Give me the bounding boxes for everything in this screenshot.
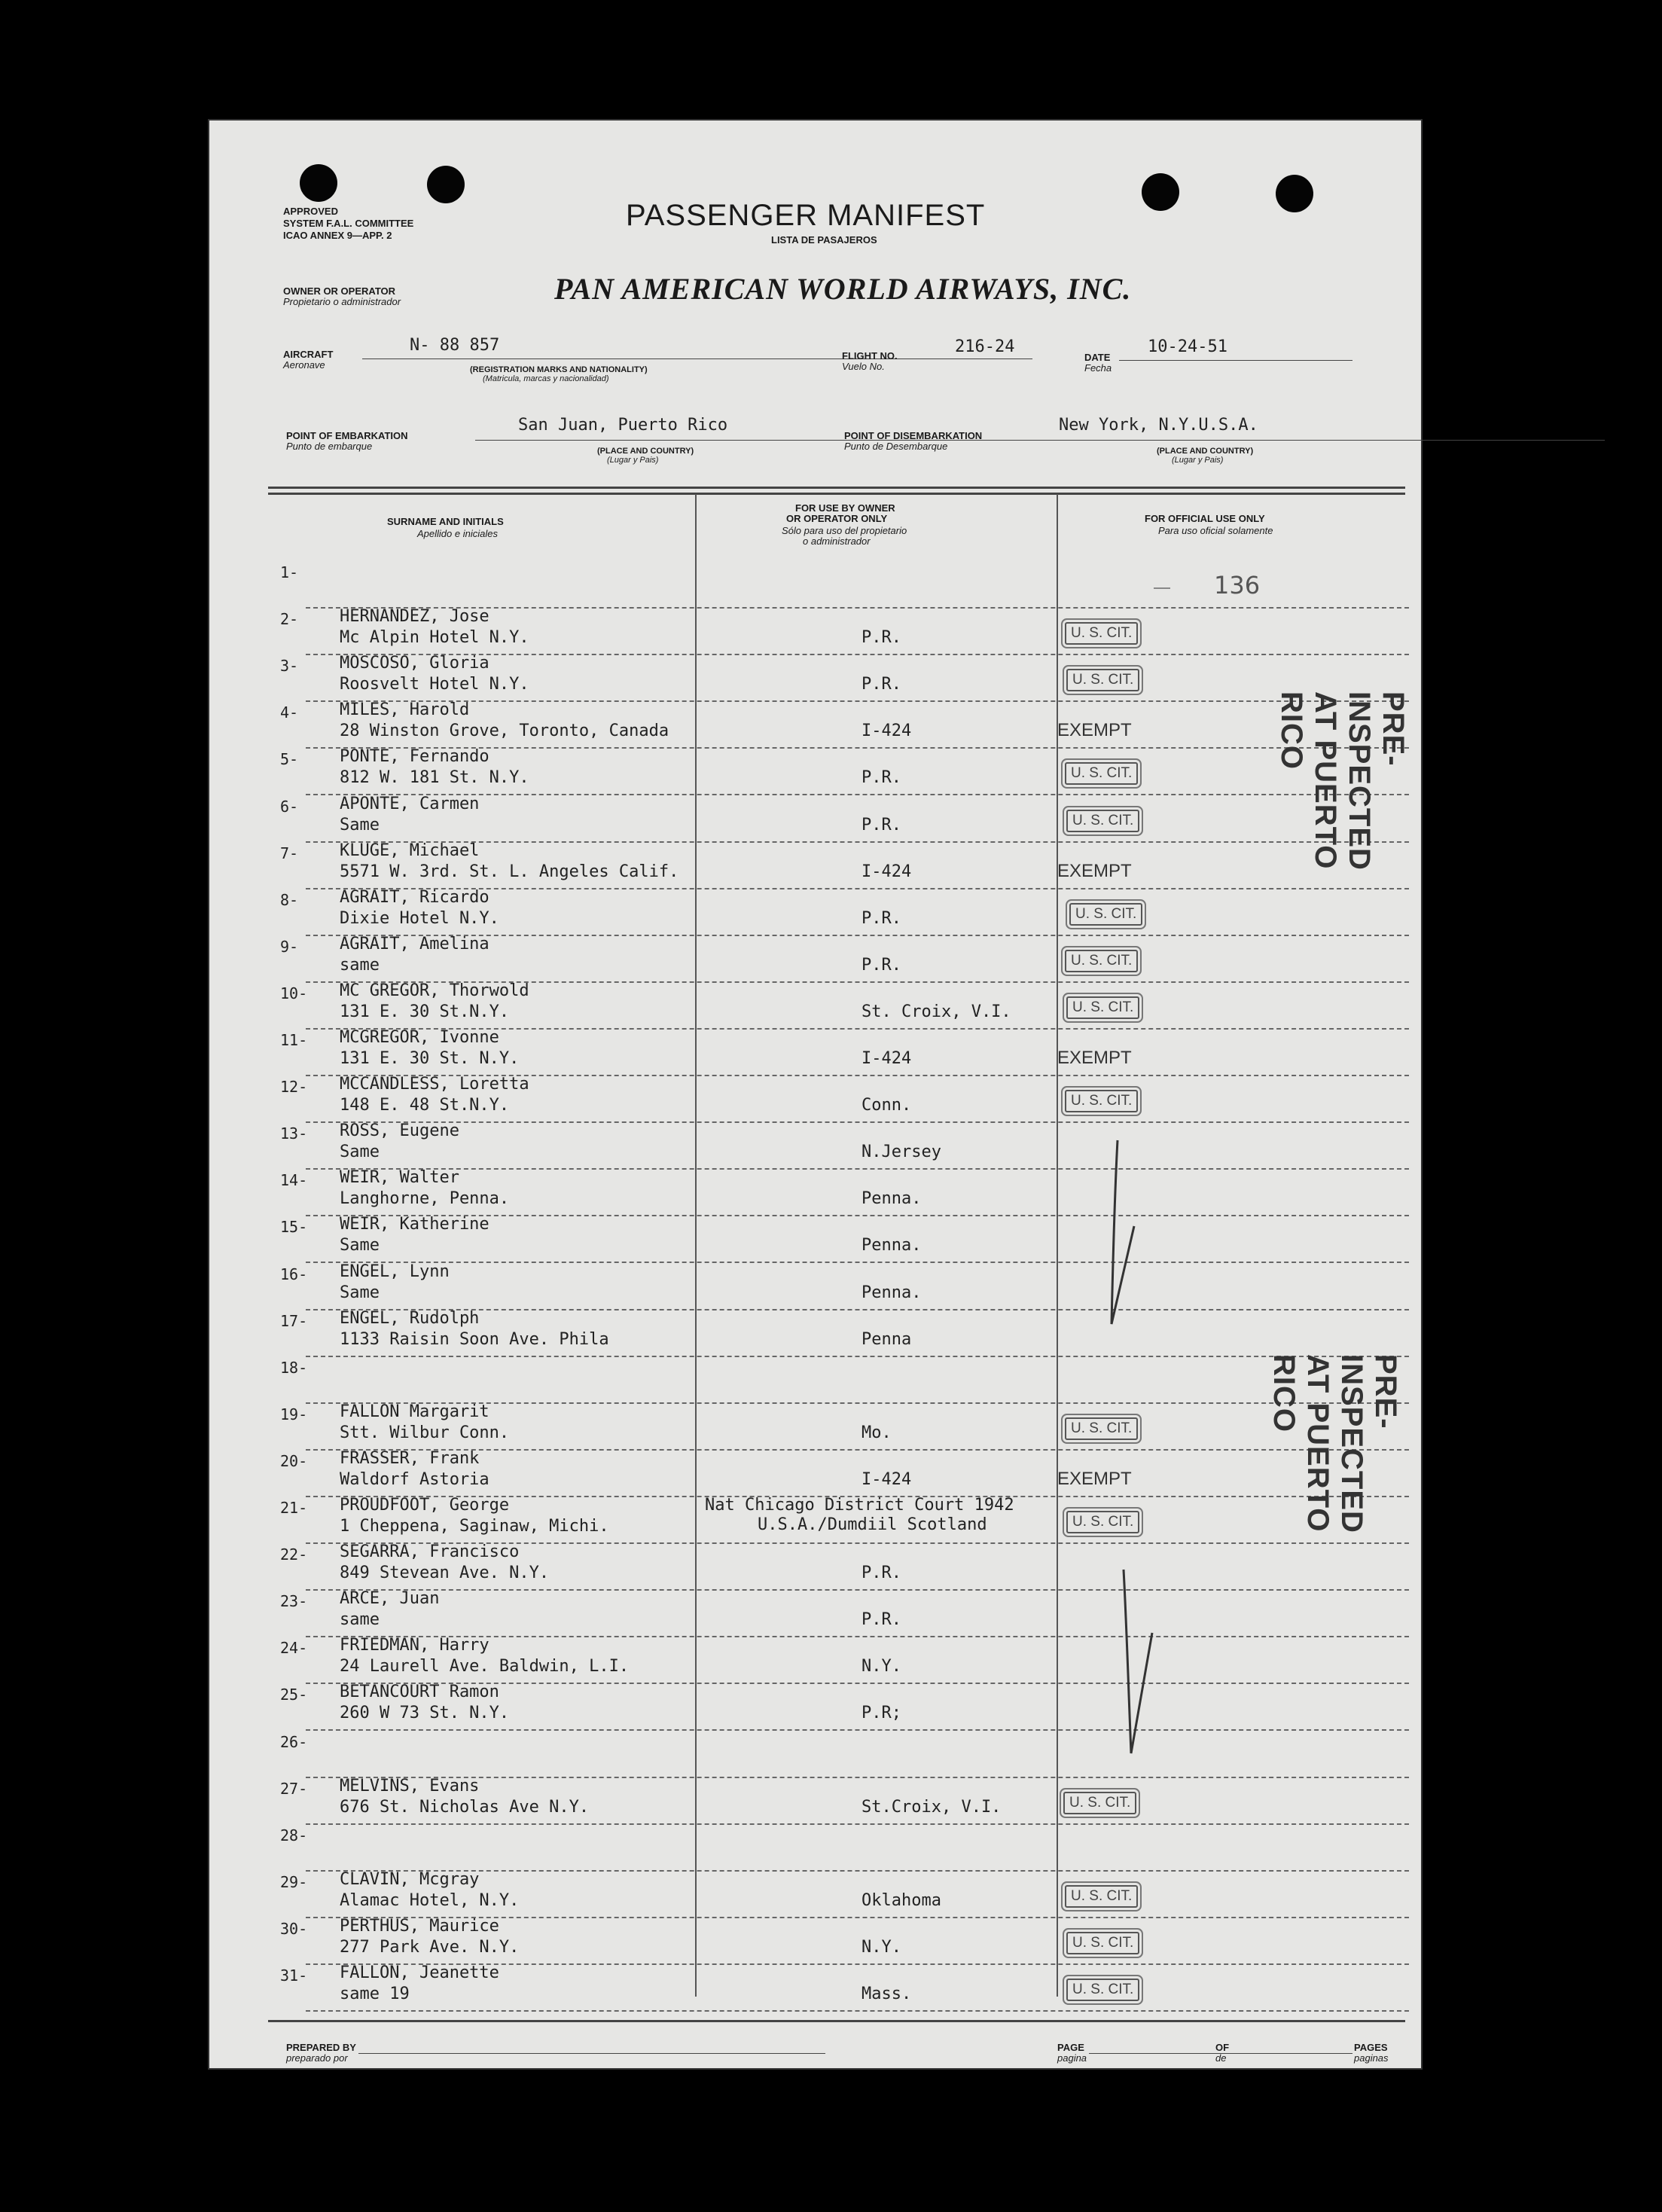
column-divider <box>695 494 697 1997</box>
operator-note: Penna. <box>861 1283 922 1302</box>
passenger-address: Roosvelt Hotel N.Y. <box>340 675 529 694</box>
registration-note: (REGISTRATION MARKS AND NATIONALITY) <box>470 365 648 374</box>
row-number: 25- <box>280 1686 308 1704</box>
row-number: 10- <box>280 984 308 1002</box>
passenger-name: ENGEL, Lynn <box>340 1262 450 1281</box>
row-number: 9- <box>280 937 299 956</box>
passenger-name: ARCE, Juan <box>340 1589 440 1609</box>
row-number: 7- <box>280 844 299 862</box>
exempt-mark: EXEMPT <box>1057 1048 1132 1068</box>
passenger-address: 5571 W. 3rd. St. L. Angeles Calif. <box>340 862 679 881</box>
row-separator <box>306 1823 1409 1825</box>
row-number: 17- <box>280 1311 308 1330</box>
us-citizen-stamp: U. S. CIT. <box>1066 996 1139 1019</box>
operator-note: P.R. <box>861 908 901 928</box>
passenger-address: 148 E. 48 St.N.Y. <box>340 1096 510 1115</box>
us-citizen-stamp: U. S. CIT. <box>1063 1792 1136 1814</box>
date-line <box>1119 360 1352 361</box>
footer-rule <box>268 2020 1405 2022</box>
us-citizen-stamp: U. S. CIT. <box>1065 1885 1138 1908</box>
operator-note: Oklahoma <box>861 1890 941 1910</box>
operator-note: I-424 <box>861 1469 912 1489</box>
embark-place-note-es: (Lugar y Pais) <box>607 456 659 465</box>
row-number: 20- <box>280 1451 308 1470</box>
operator-note: N.Jersey <box>861 1143 941 1162</box>
us-citizen-stamp: U. S. CIT. <box>1065 622 1138 645</box>
operator-note: I-424 <box>861 722 912 741</box>
embark-label-es: Punto de embarque <box>286 441 373 452</box>
operator-note: Mass. <box>861 1985 912 2003</box>
passenger-name: PROUDFOOT, George <box>340 1496 510 1515</box>
us-citizen-stamp: U. S. CIT. <box>1065 762 1138 785</box>
passenger-address: 812 W. 181 St. N.Y. <box>340 768 529 788</box>
us-citizen-stamp: U. S. CIT. <box>1066 1932 1139 1954</box>
check-mark <box>1119 1565 1164 1768</box>
passenger-address: 1133 Raisin Soon Ave. Phila <box>340 1329 609 1349</box>
passenger-name: AGRAIT, Amelina <box>340 934 489 953</box>
date-label: DATE <box>1084 352 1111 363</box>
passenger-name: FALLON Margarit <box>340 1402 489 1421</box>
passenger-name: WEIR, Walter <box>340 1168 459 1188</box>
row-number: 18- <box>280 1358 308 1377</box>
row-number: 6- <box>280 797 299 816</box>
passenger-name: SEGARRA, Francisco <box>340 1542 520 1562</box>
col-operator-head-es-2: o administrador <box>803 535 871 547</box>
col-name-head-es: Apellido e iniciales <box>417 528 498 539</box>
passenger-address: 277 Park Ave. N.Y. <box>340 1937 520 1957</box>
col-operator-head-es-1: Sólo para uso del propietario <box>782 525 907 536</box>
header-rule-top <box>268 487 1405 489</box>
passenger-name: AGRAIT, Ricardo <box>340 887 489 907</box>
aircraft-value: N- 88 857 <box>410 336 500 355</box>
punch-hole <box>427 166 465 203</box>
passenger-address: Same <box>340 1283 380 1302</box>
row-number: 22- <box>280 1545 308 1564</box>
us-citizen-stamp: U. S. CIT. <box>1069 903 1142 926</box>
row-separator <box>306 700 1409 702</box>
passenger-address: Dixie Hotel N.Y. <box>340 908 499 928</box>
passenger-name: FRASSER, Frank <box>340 1448 480 1468</box>
row-number: 2- <box>280 610 299 629</box>
approval-line-3: ICAO ANNEX 9—APP. 2 <box>283 230 392 241</box>
passenger-name: KLUGE, Michael <box>340 841 480 860</box>
operator-note: N.Y. <box>861 1657 901 1677</box>
page-line <box>1089 2053 1352 2054</box>
pre-inspected-stamp: PRE-INSPECTED AT PUERTO RICO <box>1275 691 1410 871</box>
prepared-label-es: preparado por <box>286 2052 348 2064</box>
check-mark <box>1096 1136 1142 1362</box>
passenger-name: ENGEL, Rudolph <box>340 1308 480 1328</box>
passenger-name: FALLON, Jeanette <box>340 1963 499 1982</box>
operator-note: P.R. <box>861 628 901 648</box>
exempt-mark: EXEMPT <box>1057 860 1132 881</box>
passenger-address: Mc Alpin Hotel N.Y. <box>340 628 529 648</box>
operator-note: I-424 <box>861 862 912 881</box>
passenger-address: same <box>340 955 380 975</box>
flight-label: FLIGHT NO. <box>842 350 898 362</box>
passenger-name: APONTE, Carmen <box>340 794 480 813</box>
page-subtitle: LISTA DE PASAJEROS <box>771 234 877 246</box>
operator-note: Conn. <box>861 1096 912 1115</box>
passenger-address: 28 Winston Grove, Toronto, Canada <box>340 722 669 741</box>
exempt-mark: EXEMPT <box>1057 720 1132 741</box>
operator-note: Penna. <box>861 1236 922 1256</box>
passenger-address: 1 Cheppena, Saginaw, Michi. <box>340 1517 609 1536</box>
flight-label-es: Vuelo No. <box>842 361 885 372</box>
passenger-name: MC GREGOR, Thorwold <box>340 981 529 1000</box>
embark-place-note: (PLACE AND COUNTRY) <box>597 447 694 456</box>
owner-label-es: Propietario o administrador <box>283 296 401 307</box>
operator-note: N.Y. <box>861 1937 901 1957</box>
passenger-name: CLAVIN, Mcgray <box>340 1869 480 1889</box>
column-divider <box>1057 494 1058 1997</box>
row-separator <box>306 1168 1409 1170</box>
approval-line-1: APPROVED <box>283 206 338 217</box>
col-official-head: FOR OFFICIAL USE ONLY <box>1145 513 1265 524</box>
page-title: PASSENGER MANIFEST <box>626 199 986 232</box>
passenger-address: Same <box>340 1143 380 1162</box>
row-number: 19- <box>280 1405 308 1423</box>
operator-note: Penna. <box>861 1189 922 1209</box>
of-label: OF <box>1215 2042 1230 2053</box>
passenger-address: Same <box>340 1236 380 1256</box>
row-separator <box>306 1356 1409 1357</box>
passenger-name: MILES, Harold <box>340 700 470 720</box>
row-number: 15- <box>280 1218 308 1237</box>
of-label-es: de <box>1215 2052 1227 2064</box>
passenger-name: MOSCOSO, Gloria <box>340 654 489 673</box>
aircraft-label-es: Aeronave <box>283 359 325 371</box>
operator-note-2: U.S.A./Dumdiil Scotland <box>758 1515 987 1534</box>
row-number: 29- <box>280 1872 308 1891</box>
official-number: 136 <box>1214 571 1261 600</box>
passenger-name: MCGREGOR, Ivonne <box>340 1028 499 1047</box>
passenger-address: Same <box>340 815 380 834</box>
row-number: 4- <box>280 703 299 722</box>
row-number: 24- <box>280 1639 308 1658</box>
operator-note: P.R. <box>861 1610 901 1630</box>
row-number: 5- <box>280 750 299 769</box>
passenger-address: 131 E. 30 St.N.Y. <box>340 1002 510 1021</box>
manifest-page <box>208 119 1423 2070</box>
flight-value: 216-24 <box>955 337 1015 356</box>
aircraft-line <box>362 358 1032 359</box>
row-number: 16- <box>280 1265 308 1283</box>
row-separator <box>306 1262 1409 1263</box>
embark-line <box>475 440 1605 441</box>
punch-hole <box>1276 175 1313 212</box>
operator-note: P.R; <box>861 1704 901 1723</box>
owner-value: PAN AMERICAN WORLD AIRWAYS, INC. <box>554 272 1132 306</box>
passenger-address: 849 Stevean Ave. N.Y. <box>340 1564 550 1583</box>
passenger-name: FRIEDMAN, Harry <box>340 1636 489 1655</box>
col-name-head: SURNAME AND INITIALS <box>387 516 504 527</box>
row-number: 12- <box>280 1078 308 1097</box>
us-citizen-stamp: U. S. CIT. <box>1066 1979 1139 2001</box>
passenger-address: 131 E. 30 St. N.Y. <box>340 1049 520 1068</box>
us-citizen-stamp: U. S. CIT. <box>1065 1417 1138 1440</box>
pre-inspected-stamp: PRE-INSPECTED AT PUERTO RICO <box>1267 1354 1402 1533</box>
us-citizen-stamp: U. S. CIT. <box>1066 669 1139 691</box>
col-operator-head-2: OR OPERATOR ONLY <box>786 513 888 524</box>
row-number: 30- <box>280 1919 308 1938</box>
owner-label: OWNER OR OPERATOR <box>283 285 396 297</box>
row-number: 27- <box>280 1779 308 1798</box>
operator-note: P.R. <box>861 955 901 975</box>
disembark-place-note-es: (Lugar y Pais) <box>1172 456 1224 465</box>
row-number: 3- <box>280 657 299 676</box>
embark-label: POINT OF EMBARKATION <box>286 430 408 441</box>
row-separator <box>306 1729 1409 1731</box>
row-number: 26- <box>280 1732 308 1751</box>
passenger-name: MCCANDLESS, Loretta <box>340 1075 529 1094</box>
us-citizen-stamp: U. S. CIT. <box>1065 950 1138 972</box>
passenger-name: WEIR, Katherine <box>340 1215 489 1234</box>
punch-hole <box>300 164 337 202</box>
date-label-es: Fecha <box>1084 362 1112 374</box>
row-number: 1- <box>280 563 299 581</box>
embark-value: San Juan, Puerto Rico <box>518 416 728 435</box>
passenger-name: BETANCOURT Ramon <box>340 1683 499 1702</box>
operator-note: I-424 <box>861 1049 912 1068</box>
row-number: 13- <box>280 1124 308 1143</box>
operator-note: P.R. <box>861 768 901 788</box>
punch-hole <box>1142 173 1179 211</box>
passenger-address: 676 St. Nicholas Ave N.Y. <box>340 1797 590 1817</box>
operator-note: P.R. <box>861 815 901 834</box>
disembark-label: POINT OF DISEMBARKATION <box>844 430 983 441</box>
us-citizen-stamp: U. S. CIT. <box>1066 1511 1139 1533</box>
passenger-address: Stt. Wilbur Conn. <box>340 1423 510 1442</box>
operator-note: Nat Chicago District Court 1942 <box>705 1496 1014 1515</box>
operator-note: Mo. <box>861 1423 892 1442</box>
operator-note: St.Croix, V.I. <box>861 1797 1002 1817</box>
passenger-name: PONTE, Fernando <box>340 747 489 767</box>
page-label-es: pagina <box>1057 2052 1087 2064</box>
passenger-address: 260 W 73 St. N.Y. <box>340 1704 510 1723</box>
row-separator <box>306 1589 1409 1591</box>
us-citizen-stamp: U. S. CIT. <box>1065 1090 1138 1112</box>
disembark-value: New York, N.Y.U.S.A. <box>1059 416 1258 435</box>
passenger-address: Alamac Hotel, N.Y. <box>340 1890 520 1910</box>
col-official-head-es: Para uso oficial solamente <box>1158 525 1273 536</box>
row-number: 21- <box>280 1499 308 1517</box>
row-number: 11- <box>280 1031 308 1049</box>
passenger-name: MELVINS, Evans <box>340 1776 480 1796</box>
header-rule-bottom <box>268 493 1405 495</box>
row-number: 28- <box>280 1826 308 1844</box>
aircraft-label: AIRCRAFT <box>283 349 334 360</box>
passenger-address: 24 Laurell Ave. Baldwin, L.I. <box>340 1657 630 1677</box>
passenger-address: Waldorf Astoria <box>340 1469 489 1489</box>
operator-note: P.R. <box>861 1564 901 1583</box>
pages-label: PAGES <box>1354 2042 1388 2053</box>
pages-label-es: paginas <box>1354 2052 1389 2064</box>
passenger-name: PERTHUS, Maurice <box>340 1916 499 1936</box>
disembark-label-es: Punto de Desembarque <box>844 441 948 452</box>
passenger-address: same 19 <box>340 1985 410 2003</box>
col-operator-head-1: FOR USE BY OWNER <box>795 502 895 514</box>
page-label: PAGE <box>1057 2042 1084 2053</box>
row-number: 31- <box>280 1966 308 1985</box>
prepared-label: PREPARED BY <box>286 2042 356 2053</box>
date-value: 10-24-51 <box>1148 337 1227 356</box>
disembark-place-note: (PLACE AND COUNTRY) <box>1157 447 1254 456</box>
exempt-mark: EXEMPT <box>1057 1468 1132 1489</box>
passenger-name: ROSS, Eugene <box>340 1121 459 1141</box>
official-number-dash <box>1154 587 1170 589</box>
passenger-address: same <box>340 1610 380 1630</box>
row-number: 23- <box>280 1592 308 1611</box>
row-separator <box>306 1121 1409 1123</box>
operator-note: P.R. <box>861 675 901 694</box>
operator-note: Penna <box>861 1329 912 1349</box>
row-separator <box>306 2010 1409 2012</box>
prepared-line <box>358 2053 825 2054</box>
us-citizen-stamp: U. S. CIT. <box>1066 810 1139 832</box>
approval-line-2: SYSTEM F.A.L. COMMITTEE <box>283 218 414 229</box>
row-number: 14- <box>280 1171 308 1190</box>
passenger-name: HERNANDEZ, Jose <box>340 607 489 627</box>
passenger-address: Langhorne, Penna. <box>340 1189 510 1209</box>
row-number: 8- <box>280 890 299 909</box>
registration-note-es: (Matricula, marcas y nacionalidad) <box>483 374 609 383</box>
operator-note: St. Croix, V.I. <box>861 1002 1011 1021</box>
